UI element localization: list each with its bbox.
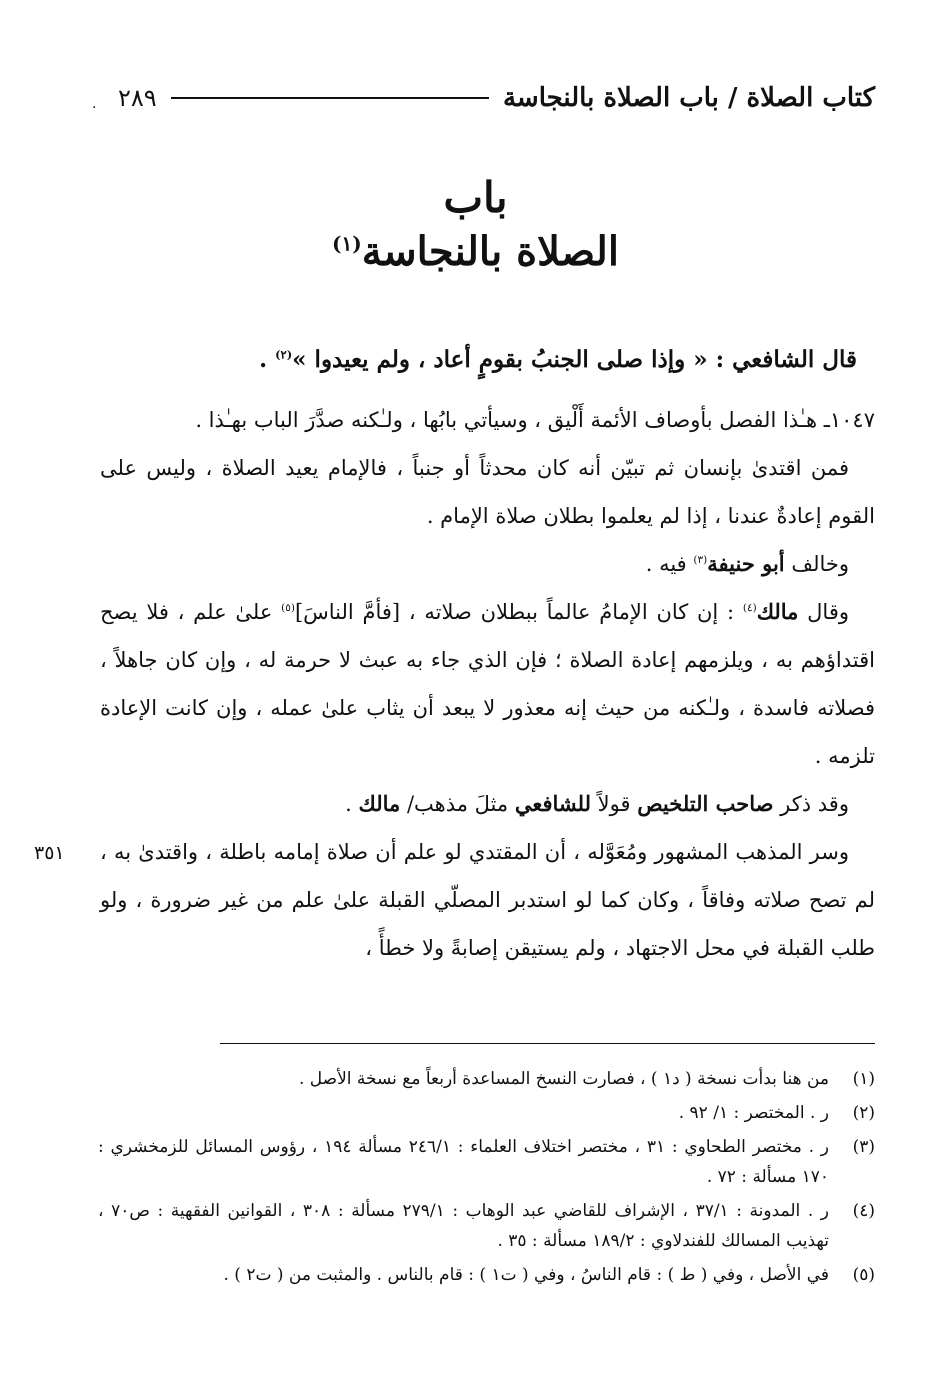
footnote — [98, 1196, 875, 1256]
quote-end: . — [259, 346, 276, 373]
footnotes — [98, 1064, 875, 1294]
text-run: وقال — [798, 600, 850, 624]
footnote — [98, 1132, 875, 1192]
footnote — [98, 1098, 875, 1128]
paragraph — [100, 540, 875, 588]
manuscript-folio-number: ٣٥١ — [34, 842, 65, 864]
footnote-ref: (١) — [332, 231, 362, 256]
footnote-ref: (٥) — [281, 602, 295, 614]
footnote — [98, 1064, 875, 1094]
quote-text: قال الشافعي : « وإذا صلى الجنبُ بقومٍ أعاد ، ولم يعيدوا » — [292, 346, 857, 373]
footnote-ref: (٣) — [693, 554, 708, 566]
paragraph: فمن اقتدىٰ بإنسان ثم تبيّن أنه كان محدثاً أو جنباً ، فالإمام يعيد الصلاة ، وليس على القوم إعادةٌ عندنا ، إذا لم يعلموا بطلان صلاة الإمام . — [100, 456, 875, 528]
header-dot: . — [92, 96, 97, 112]
scholar-name: للشافعي — [514, 791, 591, 816]
footnote-text: من هنا بدأت نسخة ( د١ ) ، فصارت النسخ المساعدة أربعاً مع نسخة الأصل . — [298, 1069, 829, 1089]
paragraph-1047: ١٠٤٧ـ هـٰذا الفصل بأوصاف الأئمة أَلْيق ، وسيأتي بابُها ، ولـٰكنه صدَّرَ الباب بهـٰذا . — [195, 408, 875, 432]
paragraph — [100, 780, 875, 828]
chapter-title — [0, 224, 951, 280]
footnote-number: (١) — [852, 1069, 875, 1089]
page-number: ٢٨٩ — [118, 84, 157, 112]
text-run: علىٰ علم ، فلا يصح اقتداؤهم به ، ويلزمهم إعادة الصلاة ؛ فإن الذي جاء به عبث لا حرمة له ، وإن كان جاهلاً ، فصلاته فاسدة ، ولـٰكنه من حيث إنه معذور لا يبعد أن يثاب علىٰ عمله ، وإن كانت الإعادة تلزمه . — [100, 600, 876, 768]
scholar-name: صاحب التلخيص — [637, 791, 774, 816]
footnote-text: في الأصل ، وفي ( ط ) : قام الناسُ ، وفي ( ت١ ) : قام بالناس . والمثبت من ( ت٢ ) . — [223, 1265, 829, 1285]
footnote-ref: (٤) — [742, 602, 757, 614]
scholar-name: أبو حنيفة — [707, 551, 785, 576]
running-title: كتاب الصلاة / باب الصلاة بالنجاسة — [502, 83, 875, 113]
text-run: وقد ذكر — [773, 792, 849, 816]
footnote-text: ر . المدونة : ٣٧/١ ، الإشراف للقاضي عبد الوهاب : ٢٧٩/١ مسألة : ٣٠٨ ، القوانين الفقهية : ص٧٠ ، تهذيب المسالك للفندلاوي : ١٨٩/٢ مسألة : ٣٥ . — [98, 1201, 830, 1251]
footnote-text: ر . مختصر الطحاوي : ٣١ ، مختصر اختلاف العلماء : ٢٤٦/١ مسألة ١٩٤ ، رؤوس المسائل للزمخشري : ١٧٠ مسألة : ٧٢ . — [98, 1137, 829, 1187]
footnote — [98, 1260, 875, 1290]
footnote-number: (٢) — [852, 1103, 875, 1123]
footnote-number: (٤) — [852, 1201, 875, 1221]
footnote-ref: (٢) — [275, 347, 293, 362]
paragraph — [100, 588, 875, 780]
paragraph: وسر المذهب المشهور ومُعَوَّله ، أن المقتدي لو علم أن صلاة إمامه باطلة ، واقتدىٰ به ، لم تصح صلاته وفاقاً ، وكان كما لو استدبر المصلّي القبلة علىٰ علم من غير ضرورة ، ولو طلب القبلة في محل الاجتهاد ، ولم يستيقن إصابةً ولا خطأً ، — [100, 840, 875, 960]
text-run: مثلَ مذهب/ — [400, 792, 515, 816]
text-run: فيه . — [645, 552, 694, 576]
text-run: قولاً — [590, 792, 638, 816]
shafii-quote — [100, 336, 875, 384]
chapter-title-text: الصلاة بالنجاسة — [361, 228, 619, 275]
footnote-number: (٣) — [852, 1137, 875, 1157]
running-header — [118, 78, 875, 118]
scholar-name: مالك — [358, 791, 401, 816]
footnote-number: (٥) — [852, 1265, 875, 1285]
text-run: . — [345, 792, 359, 816]
header-rule — [171, 97, 489, 99]
footnote-separator — [220, 1043, 875, 1044]
main-text — [100, 336, 875, 972]
chapter-label: باب — [443, 173, 508, 222]
text-run: وخالف — [784, 552, 849, 576]
scholar-name: مالك — [756, 599, 799, 624]
chapter-heading — [0, 172, 951, 280]
footnote-text: ر . المختصر : ١/ ٩٢ . — [678, 1103, 829, 1123]
text-run: : إن كان الإمامُ عالماً ببطلان صلاته ، [فأمَّ الناسَ] — [294, 600, 743, 624]
